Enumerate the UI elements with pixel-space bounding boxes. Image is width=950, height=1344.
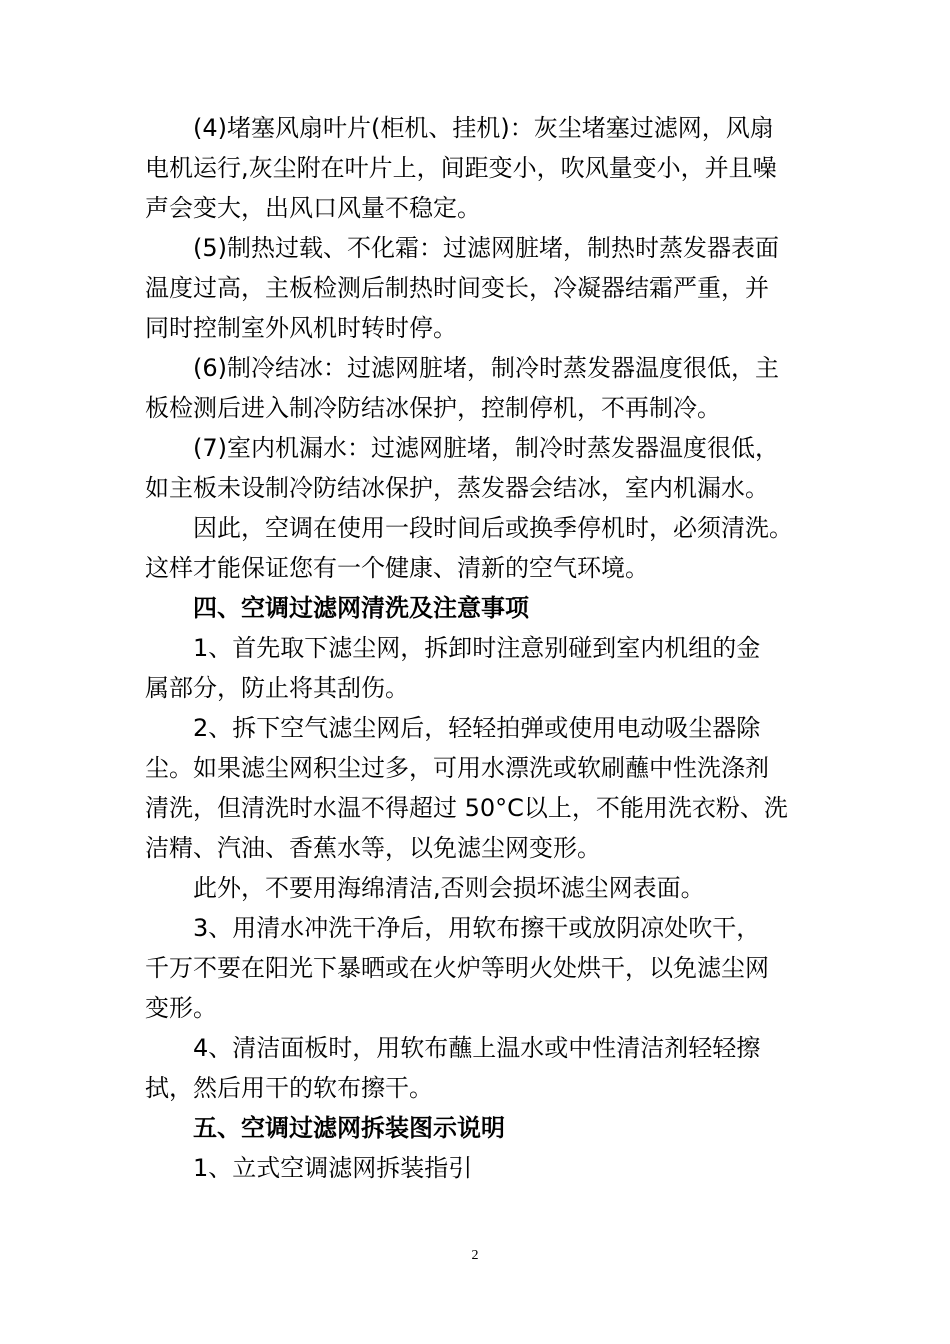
text-line: (5)制热过载、不化霜：过滤网脏堵，制热时蒸发器表面 xyxy=(193,234,779,262)
page-number: 2 xyxy=(471,1248,479,1263)
text-line: 3、用清水冲洗干净后，用软布擦干或放阴凉处吹干， xyxy=(193,914,761,942)
text-line: (4)堵塞风扇叶片(柜机、挂机)：灰尘堵塞过滤网，风扇 xyxy=(193,114,774,142)
text-line: 拭，然后用干的软布擦干。 xyxy=(145,1074,433,1102)
text-line: 同时控制室外风机时转时停。 xyxy=(145,314,457,342)
text-line: 4、清洁面板时，用软布蘸上温水或中性清洁剂轻轻擦 xyxy=(193,1034,761,1062)
text-line: 如主板未设制冷防结冰保护，蒸发器会结冰，室内机漏水。 xyxy=(145,474,769,502)
text-line: 千万不要在阳光下暴晒或在火炉等明火处烘干，以免滤尘网 xyxy=(145,954,769,982)
section-heading: 五、空调过滤网拆装图示说明 xyxy=(193,1114,505,1142)
text-line: 属部分，防止将其刮伤。 xyxy=(145,674,409,702)
section-heading: 四、空调过滤网清洗及注意事项 xyxy=(193,594,529,622)
text-line: 板检测后进入制冷防结冰保护，控制停机，不再制冷。 xyxy=(145,394,721,422)
text-line: 尘。如果滤尘网积尘过多，可用水漂洗或软刷蘸中性洗涤剂 xyxy=(145,754,769,782)
text-line: (7)室内机漏水：过滤网脏堵，制冷时蒸发器温度很低， xyxy=(193,434,779,462)
text-line: 声会变大，出风口风量不稳定。 xyxy=(145,194,481,222)
text-line: 电机运行,灰尘附在叶片上，间距变小，吹风量变小，并且噪 xyxy=(145,154,777,182)
text-line: 2、拆下空气滤尘网后，轻轻拍弹或使用电动吸尘器除 xyxy=(193,714,761,742)
text-line: 这样才能保证您有一个健康、清新的空气环境。 xyxy=(145,554,649,582)
text-line: 变形。 xyxy=(145,994,217,1022)
text-line: 清洗，但清洗时水温不得超过 50°C以上，不能用洗衣粉、洗 xyxy=(145,794,788,822)
text-line: 1、立式空调滤网拆装指引 xyxy=(193,1154,473,1182)
text-line: 因此，空调在使用一段时间后或换季停机时，必须清洗。 xyxy=(193,514,793,542)
text-line: 1、首先取下滤尘网，拆卸时注意别碰到室内机组的金 xyxy=(193,634,761,662)
text-line: (6)制冷结冰：过滤网脏堵，制冷时蒸发器温度很低，主 xyxy=(193,354,779,382)
text-line: 温度过高，主板检测后制热时间变长，冷凝器结霜严重，并 xyxy=(145,274,769,302)
text-line: 洁精、汽油、香蕉水等，以免滤尘网变形。 xyxy=(145,834,601,862)
text-line: 此外，不要用海绵清洁,否则会损坏滤尘网表面。 xyxy=(193,874,705,902)
